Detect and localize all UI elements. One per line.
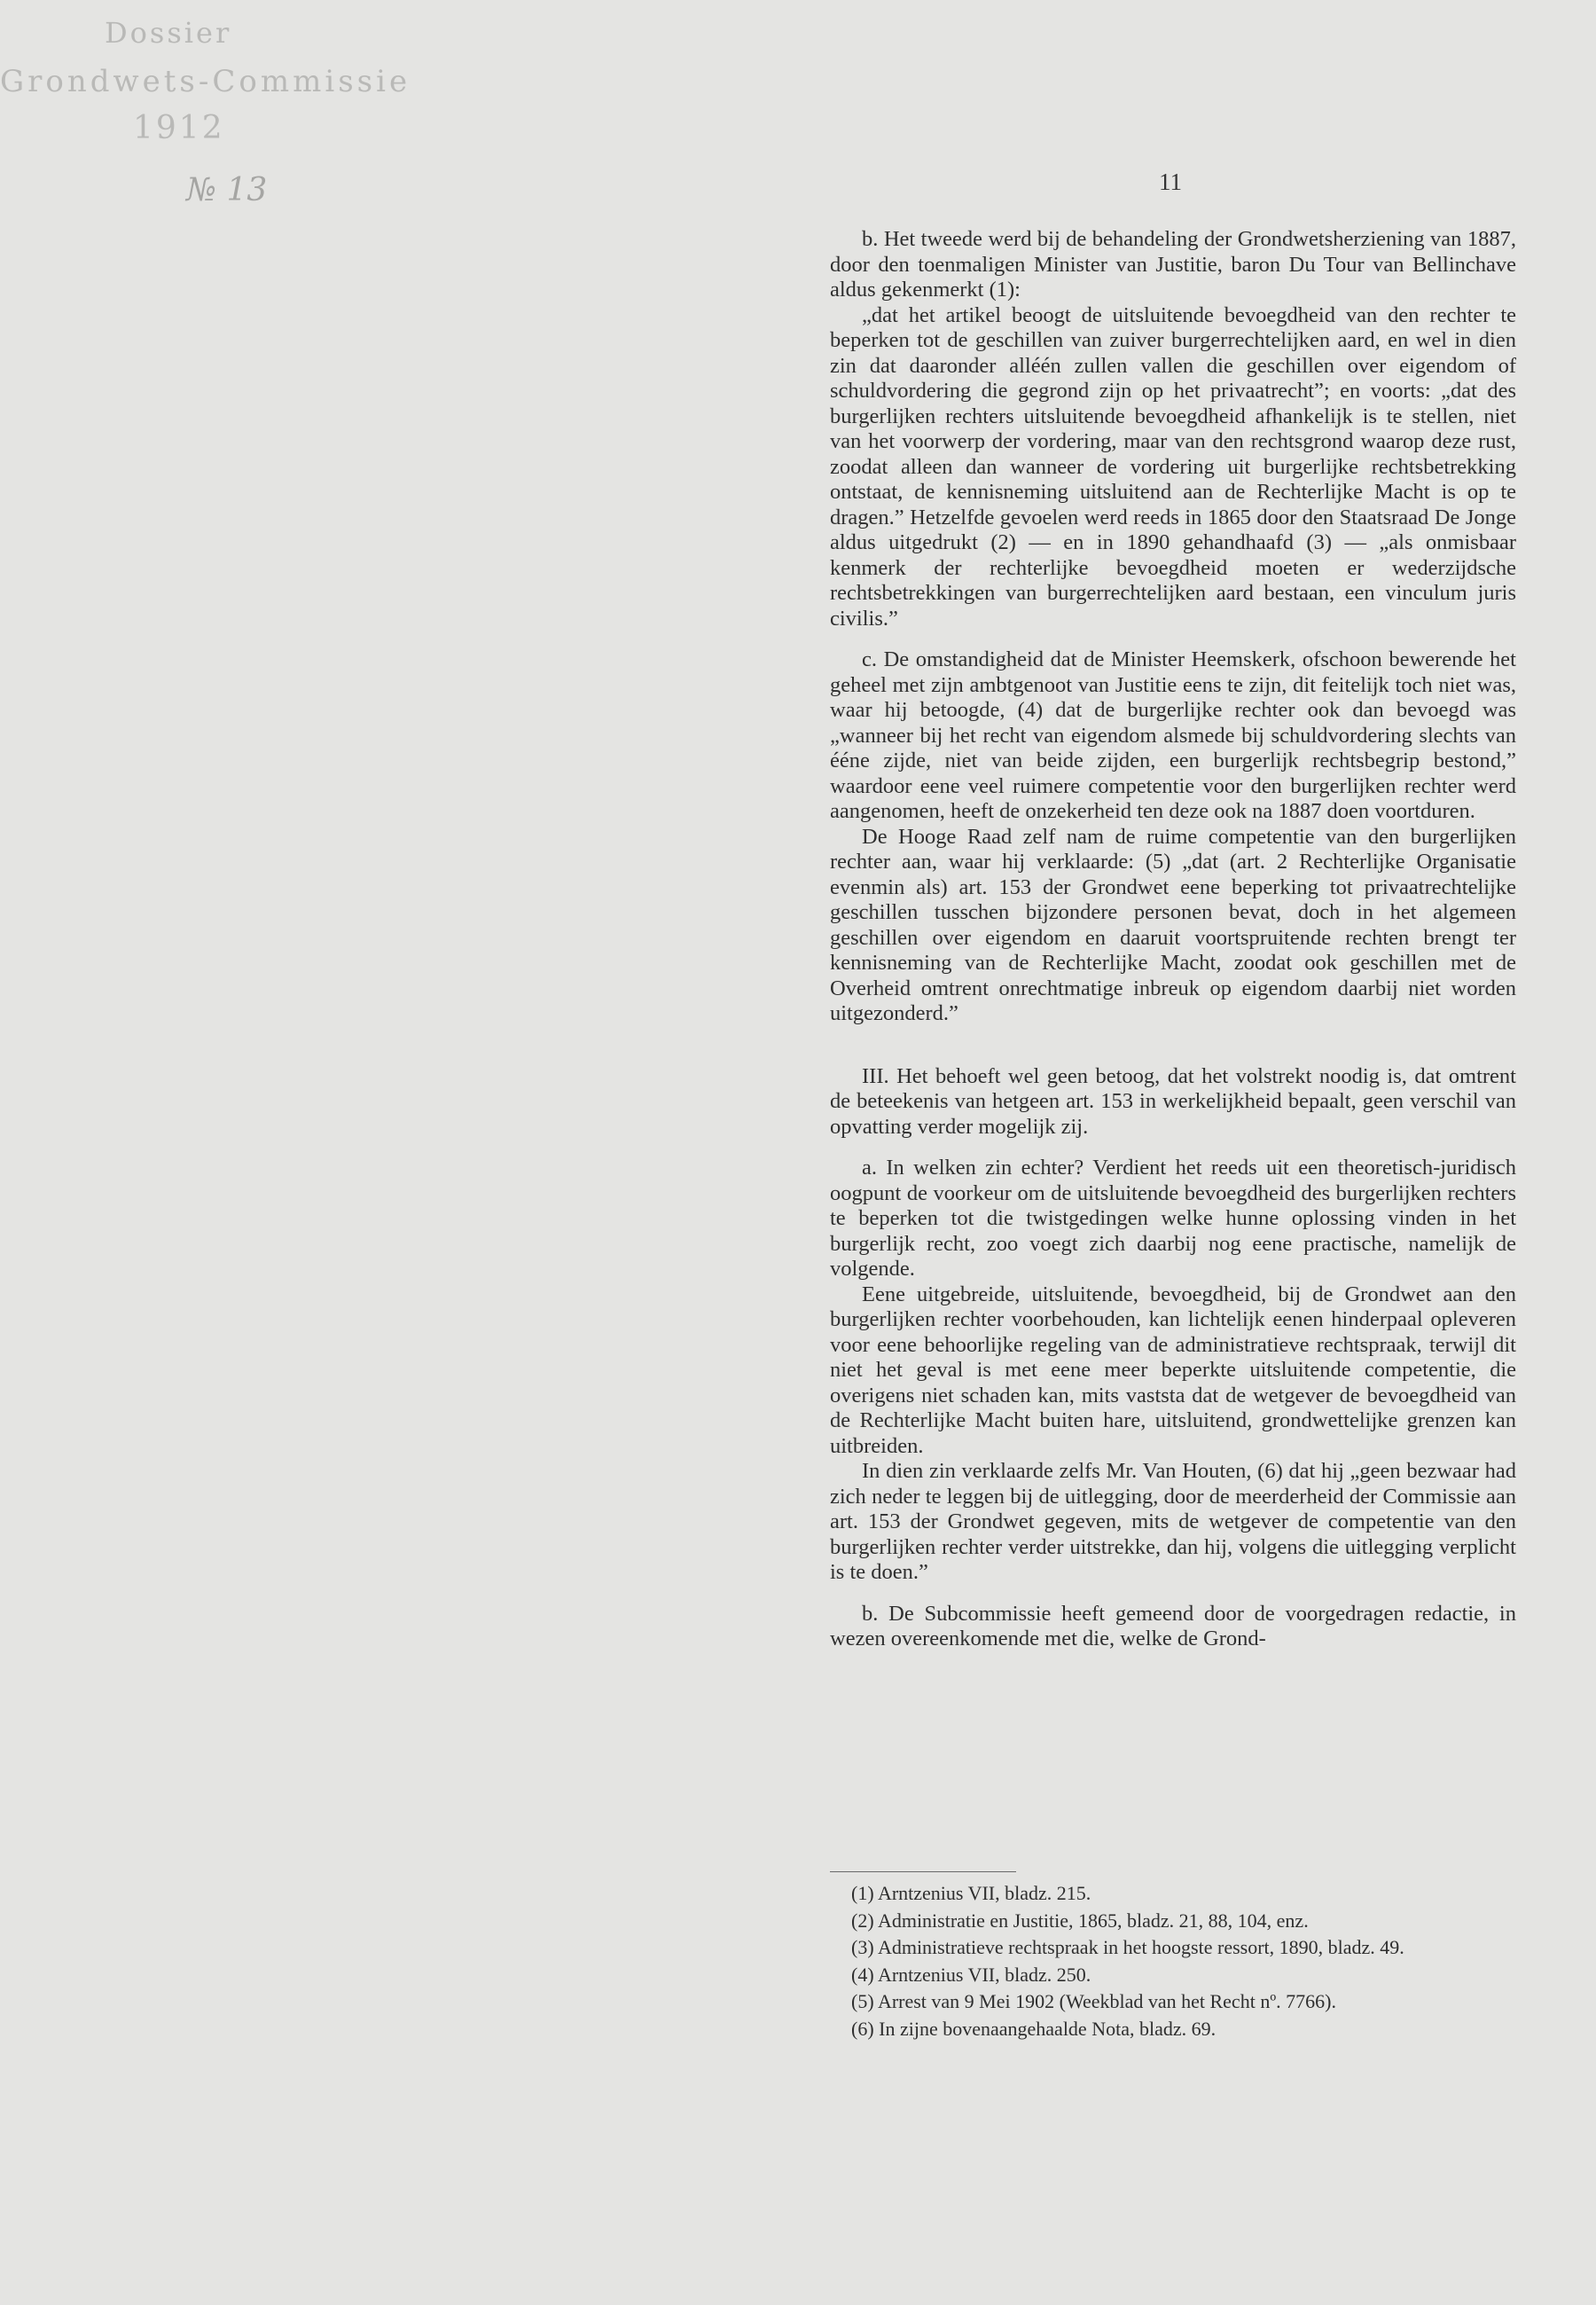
footnotes xyxy=(851,1880,1525,2042)
paragraph-subcommissie: b. De Subcommissie heeft gemeend door de voorgedragen redactie, in wezen overeenkomende met die, welke de Grond- xyxy=(830,1601,1516,1650)
paragraph-quote: „dat het artikel beoogt de uitsluitende bevoegdheid van den rechter te beperken tot de geschillen van zuiver burgerrechtelijken aard, en wel in dien zin dat daaronder alléén zullen vallen die geschillen over eigendom of schuldvordering die gegrond zijn op het privaatrecht”; en voorts: „dat des burgerlijken rechters uitsluitende bevoegdheid afhankelijk is te stellen, niet van het voorwerp der vordering, maar van den rechtsgrond waarop deze rust, zoodat alleen dan wanneer de vordering uit burgerlijke rechtsbetrekking ontstaat, de kennisneming uitsluitend aan de Rechterlijke Macht is op te dragen.” Hetzelfde gevoelen werd reeds in 1865 door den Staatsraad De Jonge aldus uitgedrukt (2) — en in 1890 gehandhaafd (3) — „als onmisbaar kenmerk der rechterlijke bevoegdheid moeten er wederzijdsche rechtsbetrekkingen van burgerrechtelijken aard bestaan, een vinculum juris civilis.” xyxy=(830,302,1516,631)
paragraph-c: c. De omstandigheid dat de Minister Heemskerk, ofschoon bewerende het geheel met zijn ambtgenoot van Justitie eens te zijn, dit feitelijk toch niet was, waar hij betoogde, (4) dat de burgerlijke rechter ook dan bevoegd was „wanneer bij het recht van eigendom alsmede bij schuldvordering slechts van ééne zijde, niet van beide zijden, een burgerlijk rechtsbegrip bestond,” waardoor eene veel ruimere competentie voor den burgerlijken rechter werd aangenomen, heeft de onzekerheid ten deze ook na 1887 doen voortduren. xyxy=(830,647,1516,823)
footnote-5: (5) Arrest van 9 Mei 1902 (Weekblad van het Recht nº. 7766). xyxy=(851,1990,1336,2012)
footnote-1: (1) Arntzenius VII, bladz. 215. xyxy=(851,1882,1091,1904)
footnote-2: (2) Administratie en Justitie, 1865, bladz. 21, 88, 104, enz. xyxy=(851,1909,1309,1932)
paragraph-a: a. In welken zin echter? Verdient het reeds uit een theoretisch-juridisch oogpunt de voorkeur om de uitsluitende bevoegdheid des burgerlijken rechters te beperken tot die twistgedingen welke hunne oplossing vinden in het burgerlijk recht, zoo voegt zich daarbij nog eene practische, namelijk de volgende. xyxy=(830,1156,1516,1281)
paragraph-van-houten: In dien zin verklaarde zelfs Mr. Van Houten, (6) dat hij „geen bezwaar had zich neder te leggen bij de uitlegging, door de meerderheid der Commissie aan art. 153 der Grondwet gegeven, mits de wetgever de competentie van den burgerlijken rechter verder uitstrekke, dan hij, volgens die uitlegging verplicht is te doen.” xyxy=(830,1459,1516,1584)
footnote-divider xyxy=(830,1871,1016,1872)
text-column xyxy=(830,227,1516,1652)
stamp-line-dossier: Dossier xyxy=(105,16,232,50)
footnote-3: (3) Administratieve rechtspraak in het hoogste ressort, 1890, bladz. 49. xyxy=(851,1936,1404,1958)
paragraph-uitgebreide: Eene uitgebreide, uitsluitende, bevoegdheid, bij de Grondwet aan den burgerlijken rechter voorbehouden, kan lichtelijk eenen hinderpaal opleveren voor eene behoorlijke regeling van de administratieve rechtspraak, terwijl dit niet het geval is met eene meer beperkte uitsluitende competentie, die overigens niet schaden kan, mits vaststa dat de wetgever de bevoegdheid van de Rechterlijke Macht buiten hare, uitsluitend, grondwettelijke grenzen kan uitbreiden. xyxy=(830,1282,1516,1458)
footnote-4: (4) Arntzenius VII, bladz. 250. xyxy=(851,1963,1091,1986)
page-number: 11 xyxy=(1159,169,1182,195)
paragraph-b: b. Het tweede werd bij de behandeling der Grondwetsherziening van 1887, door den toenmaligen Minister van Justitie, baron Du Tour van Bellinchave aldus gekenmerkt (1): xyxy=(830,227,1516,302)
stamp-number: № 13 xyxy=(186,172,268,208)
stamp-line-year: 1912 xyxy=(133,110,225,146)
paragraph-section-iii: III. Het behoeft wel geen betoog, dat het volstrekt noodig is, dat omtrent de beteekenis van hetgeen art. 153 in werkelijkheid bepaalt, geen verschil van opvatting verder mogelijk zij. xyxy=(830,1063,1516,1139)
footnote-6: (6) In zijne bovenaangehaalde Nota, bladz. 69. xyxy=(851,2017,1217,2040)
paragraph-hooge-raad: De Hooge Raad zelf nam de ruime competentie van den burgerlijken rechter aan, waar hij verklaarde: (5) „dat (art. 2 Rechterlijke Organisatie evenmin als) art. 153 der Grondwet eene beperking tot privaatrechtelijke geschillen tusschen bijzondere personen bevat, doch in het algemeen geschillen over eigendom en daaruit voortspruitende rechten brengt ter kennisneming van de Rechterlijke Macht, zoodat ook geschillen met de Overheid omtrent onrechtmatige inbreuk op eigendom daarbij niet worden uitgezonderd.” xyxy=(830,824,1516,1025)
stamp-line-commission: Grondwets-Commissie xyxy=(0,64,411,99)
